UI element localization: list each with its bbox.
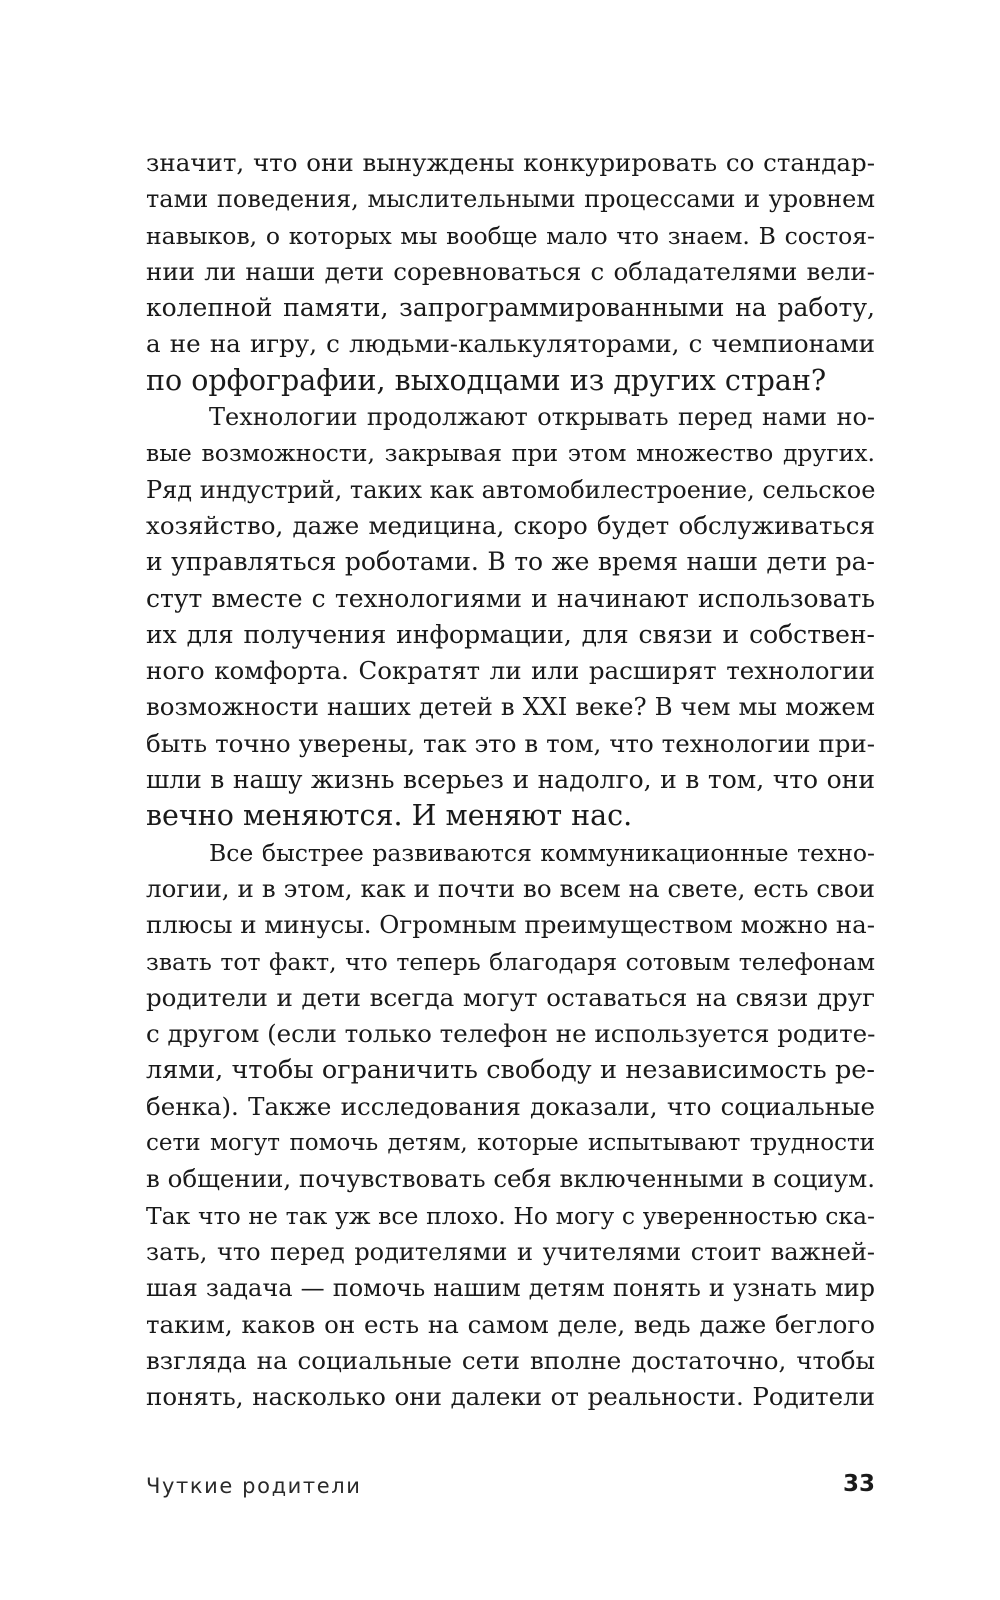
text-line: понять, насколько они далеки от реальности. Родители	[146, 1382, 875, 1412]
text-line: сети могут помочь детям, которые испытывают трудности	[146, 1130, 875, 1157]
text-line: звать тот факт, что теперь благодаря сотовым телефонам	[146, 947, 875, 976]
text-line: значит, что они вынуждены конкурировать со стандар-	[146, 148, 875, 177]
running-footer-title: Чуткие родители	[146, 1474, 362, 1498]
text-line: лями, чтобы ограничить свободу и независимость ре-	[146, 1055, 875, 1086]
text-line: Все быстрее развиваются коммуникационные техно-	[209, 838, 875, 867]
text-line: зать, что перед родителями и учителями стоит важней-	[146, 1237, 875, 1266]
body-text	[146, 145, 875, 1415]
text-line: вечно меняются. И меняют нас.	[146, 799, 633, 833]
text-line: тами поведения, мыслительными процессами и уровнем	[146, 185, 875, 214]
text-line: их для получения информации, для связи и собствен-	[146, 619, 875, 649]
text-line: Так что не так уж все плохо. Но могу с уверенностью ска-	[146, 1201, 875, 1230]
text-line: хозяйство, даже медицина, скоро будет обслуживаться	[146, 510, 875, 540]
text-line: шая задача — помочь нашим детям понять и узнать мир	[146, 1274, 875, 1303]
text-line: вые возможности, закрывая при этом множество других.	[146, 439, 875, 468]
text-line: по орфографии, выходцами из других стран?	[146, 363, 827, 397]
text-line: в общении, почувствовать себя включенными в социум.	[146, 1164, 875, 1194]
text-line: а не на игру, с людьми-калькуляторами, с чемпионами	[146, 329, 875, 359]
text-line: таким, каков он есть на самом деле, ведь даже беглого	[146, 1309, 875, 1339]
text-line: и управляться роботами. В то же время наши дети ра-	[146, 547, 875, 577]
text-line: Технологии продолжают открывать перед нами но-	[209, 403, 875, 432]
text-line: взгляда на социальные сети вполне достаточно, чтобы	[146, 1345, 875, 1375]
paragraph-2	[146, 399, 875, 835]
text-line: быть точно уверены, так это в том, что технологии при-	[146, 728, 875, 758]
text-line: плюсы и минусы. Огромным преимуществом можно на-	[146, 910, 876, 940]
text-line: с другом (если только телефон не используется родите-	[146, 1019, 876, 1049]
text-line: колепной памяти, запрограммированными на работу,	[146, 293, 875, 323]
text-line: навыков, о которых мы вообще мало что знаем. В состоя-	[146, 221, 875, 250]
paragraph-3	[146, 835, 875, 1416]
text-line: Ряд индустрий, таких как автомобилестроение, сельское	[146, 475, 876, 504]
page-number: 33	[842, 1471, 875, 1497]
text-line: возможности наших детей в XXI веке? В чем мы можем	[146, 692, 875, 722]
text-line: ного комфорта. Сократят ли или расширят технологии	[146, 656, 875, 686]
text-line: бенка). Также исследования доказали, что социальные	[146, 1091, 875, 1121]
paragraph-1	[146, 145, 875, 399]
text-line: логии, и в этом, как и почти во всем на свете, есть свои	[146, 873, 875, 903]
text-line: родители и дети всегда могут оставаться на связи друг	[146, 982, 875, 1012]
text-line: стут вместе с технологиями и начинают использовать	[146, 583, 875, 613]
text-line: нии ли наши дети соревноваться с обладателями вели-	[146, 256, 875, 286]
text-line: шли в нашу жизнь всерьез и надолго, и в том, что они	[146, 765, 875, 795]
